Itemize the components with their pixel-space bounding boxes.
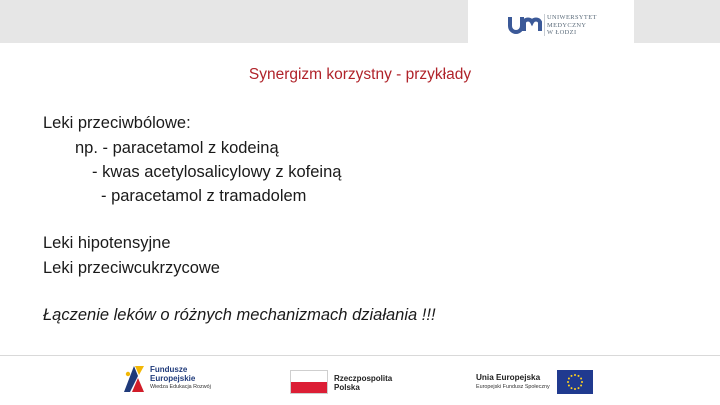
fe-title-2: Europejskie (150, 373, 196, 383)
university-name-line-1: UNIWERSYTET (547, 14, 597, 21)
analgesics-heading: Leki przeciwbólowe: (43, 114, 191, 132)
um-logo-icon (508, 13, 542, 35)
ue-subtitle: Europejski Fundusz Społeczny (476, 384, 550, 390)
university-name-line-3: W ŁODZI (547, 29, 577, 37)
university-name-line-2: MEDYCZNY (547, 21, 587, 29)
combination-note: Łączenie leków o różnych mechanizmach działania !!! (43, 306, 436, 324)
university-name (547, 14, 597, 37)
slide-title: Synergizm korzystny - przykłady (248, 66, 472, 83)
poland-flag-icon (290, 370, 328, 394)
pl-line-2: Polska (334, 383, 360, 392)
ue-title: Unia Europejska (476, 373, 541, 382)
fundusze-europejskie-logo (150, 366, 211, 392)
example-line-3: - paracetamol z tramadolem (101, 187, 307, 205)
pl-line-1: Rzeczpospolita (334, 374, 393, 383)
antihypertensives-line: Leki hipotensyjne (43, 234, 171, 252)
eu-flag-icon (557, 370, 593, 394)
example-line-1: np. - paracetamol z kodeiną (75, 139, 279, 157)
rzeczpospolita-logo (334, 374, 392, 392)
fe-subtitle: Wiedza Edukacja Rozwój (150, 384, 211, 391)
fundusze-europejskie-icon (122, 364, 146, 394)
antidiabetics-line: Leki przeciwcukrzycowe (43, 259, 220, 277)
fe-title-1: Fundusze (150, 365, 188, 374)
example-line-2: - kwas acetylosalicylowy z kofeiną (92, 163, 342, 181)
logo-divider (544, 14, 545, 36)
footer-divider (0, 355, 720, 356)
unia-europejska-logo (476, 373, 550, 391)
